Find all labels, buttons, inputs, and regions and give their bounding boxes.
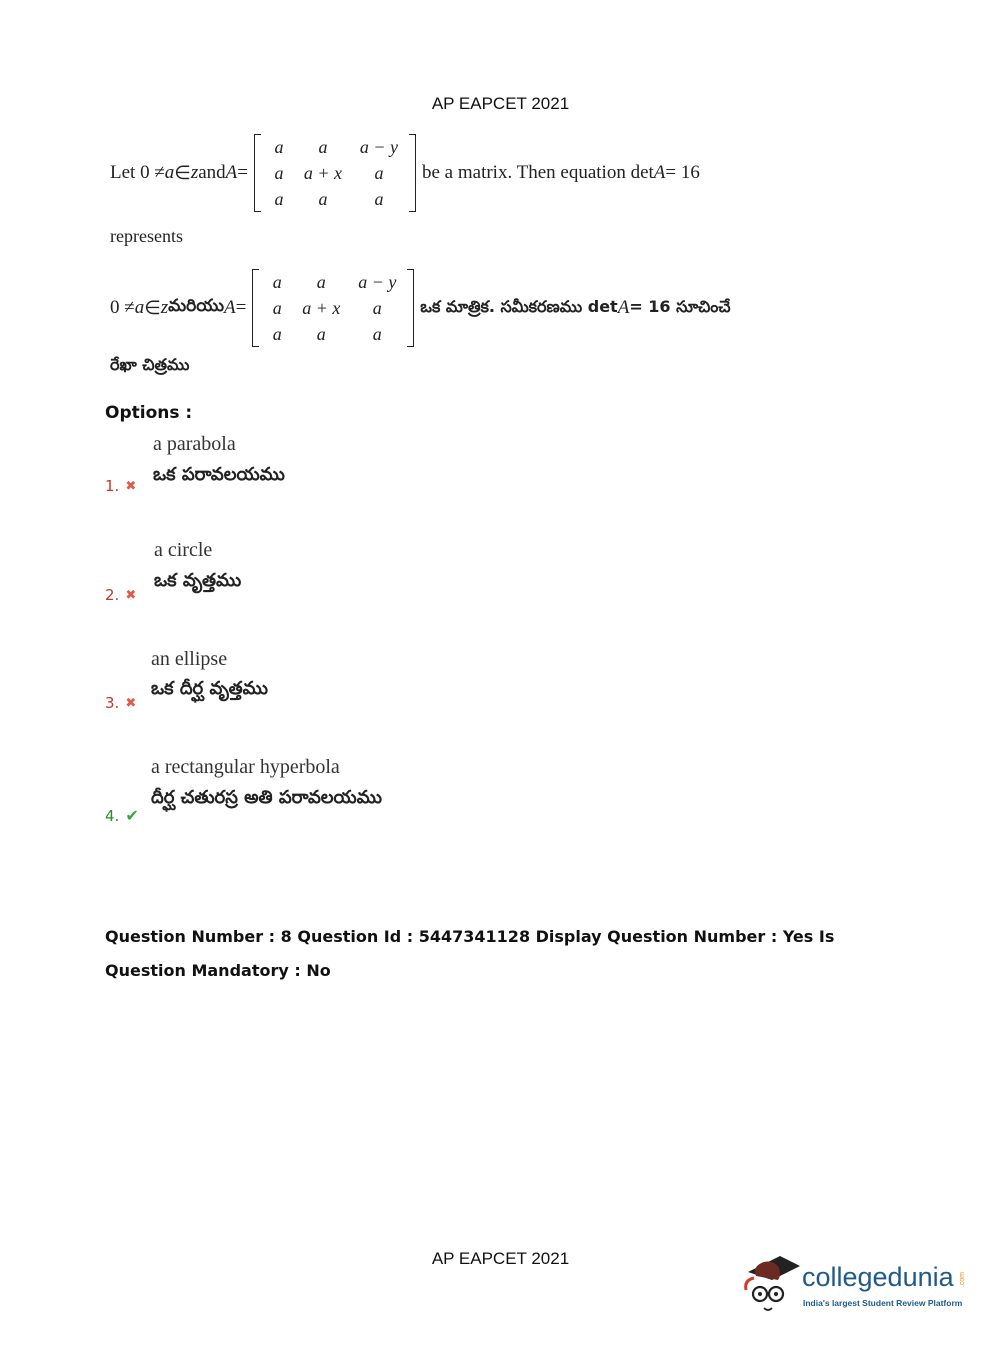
var-A: A (653, 162, 666, 183)
var-A: A (225, 162, 238, 183)
question-prefix: 0 ≠ (110, 297, 135, 318)
var-z: z (190, 162, 199, 183)
element-of: ∈ (144, 297, 161, 319)
right-bracket (409, 134, 416, 212)
cross-icon: ✖ (125, 695, 137, 711)
question-prefix: Let 0 ≠ (110, 162, 165, 183)
logo-tagline: India's largest Student Review Platform (803, 1298, 963, 1308)
matrix-cell: a − y (359, 137, 399, 157)
question-text-telugu (110, 269, 731, 347)
option-3-number (105, 694, 136, 712)
option-number: 4. (105, 806, 120, 825)
option-3-english: an ellipse (151, 648, 228, 670)
option-4-english: a rectangular hyperbola (151, 756, 340, 778)
option-4-number (105, 806, 139, 825)
option-4-telugu: దీర్ఘ చతురస్ర అతి పరావలయము (151, 787, 382, 808)
matrix-cell: a + x (302, 298, 341, 318)
matrix-cell: a (274, 189, 284, 209)
element-of: ∈ (174, 162, 191, 184)
mascot-icon (742, 1250, 802, 1316)
equation-value: = 16 సూచించే (629, 296, 731, 316)
question-suffix: ఒక మాత్రిక. సమీకరణము det (420, 296, 618, 316)
question-tail-telugu: రేఖా చిత్రము (110, 355, 190, 374)
equals-sign: = (235, 297, 247, 318)
option-2-number (105, 586, 136, 604)
matrix-cell: a (318, 137, 328, 157)
matrix-cell: a (272, 272, 282, 292)
option-1-english: a parabola (153, 433, 236, 455)
equation-value: = 16 (665, 162, 700, 183)
option-number: 1. (105, 477, 120, 495)
right-bracket (407, 269, 414, 347)
equals-sign: = (237, 162, 248, 183)
var-A: A (223, 297, 236, 318)
and-word: మరియు (168, 296, 224, 316)
question-suffix: be a matrix. Then equation det (421, 162, 654, 183)
and-word: and (198, 162, 226, 183)
matrix-cell: a (274, 137, 284, 157)
matrix-cell: a (316, 324, 326, 344)
matrix-cell: a − y (358, 272, 397, 292)
matrix-cell: a (274, 163, 284, 183)
cross-icon: ✖ (125, 478, 137, 494)
option-1-telugu: ఒక పరావలయము (153, 464, 285, 485)
matrix-cell: a (318, 189, 328, 209)
var-a: a (134, 297, 145, 318)
var-a: a (164, 162, 175, 183)
options-label: Options : (105, 403, 193, 423)
matrix-A-telugu (252, 269, 414, 347)
matrix-cell: a (316, 272, 326, 292)
question-text-english (110, 134, 700, 212)
var-z: z (160, 297, 169, 318)
cross-icon: ✖ (125, 587, 137, 603)
question-info: Question Number : 8 Question Id : 5447341128 Display Question Number : Yes Is Question Mandatory : No (105, 927, 835, 980)
matrix-cell: a (372, 324, 382, 344)
page-footer: AP EAPCET 2021 (431, 1249, 570, 1268)
option-3-telugu: ఒక దీర్ఘ వృత్తము (151, 678, 268, 699)
matrix-cell: a (372, 298, 382, 318)
left-bracket (252, 269, 259, 347)
logo-com: .com (959, 1272, 966, 1288)
option-1-number (105, 477, 136, 495)
var-A: A (617, 297, 630, 318)
page-header: AP EAPCET 2021 (431, 94, 570, 113)
matrix-cell: a + x (303, 163, 343, 183)
left-bracket (254, 134, 261, 212)
option-number: 2. (105, 586, 120, 604)
matrix-cell: a (374, 189, 384, 209)
option-number: 3. (105, 694, 120, 712)
option-2-telugu: ఒక వృత్తము (154, 570, 242, 591)
question-tail-english: represents (110, 226, 183, 246)
matrix-cell: a (272, 298, 282, 318)
option-2-english: a circle (154, 539, 213, 561)
matrix-cell: a (374, 163, 384, 183)
logo-name: collegedunia (802, 1262, 954, 1292)
matrix-cell: a (272, 324, 282, 344)
check-icon: ✔ (125, 806, 139, 825)
collegedunia-logo (742, 1250, 972, 1320)
matrix-A-english (254, 134, 416, 212)
